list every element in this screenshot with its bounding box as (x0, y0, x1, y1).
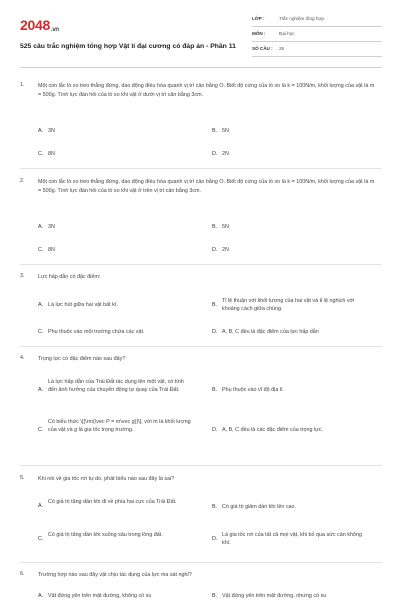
option-letter: C. (38, 247, 44, 253)
question-divider (20, 346, 382, 347)
option-letter: B. (212, 128, 218, 134)
question-divider (20, 562, 382, 563)
question-number: 1. (20, 82, 25, 88)
option-letter: B. (212, 387, 218, 393)
option-letter: D. (212, 329, 218, 335)
question-text: Một con lắc lò xo treo thẳng đứng, dao động điều hòa quanh vị trí cân bằng O. Biết độ cứng của lò xo là k = 100N/m, khối lượng của vật là m = 500g. Tính lực đàn hồi của lò xo khi vật ở trên vị trí cân bằng 3cm. (38, 179, 375, 194)
question-text: Trọng lực có đặc điểm nào sau đây? (38, 356, 126, 362)
question-text: Khi nói về gia tốc rơi tự do, phát biểu nào sau đây là sai? (38, 476, 175, 482)
option-letter: D. (212, 427, 218, 433)
meta-label-socau: SỐ CÂU : (252, 46, 273, 51)
option-text: 5N (222, 128, 229, 134)
document-title: 525 câu trắc nghiệm tổng hợp Vật lí đại cương có đáp án - Phần 11 (20, 43, 236, 50)
option-text: A, B, C đều là đặc điểm của lực hấp dẫn (222, 329, 319, 335)
option-text: 3N (48, 128, 55, 134)
meta-value-mon: Đại học (279, 31, 295, 36)
option-text: 5N (222, 224, 229, 230)
option-text: Là gia tốc rơi của tất cả mọi vật, khi bỏ qua sức cản không khí. (222, 532, 362, 547)
option-letter: B. (212, 302, 218, 308)
meta-row-socau (252, 42, 382, 57)
meta-value-socau: 25 (279, 46, 285, 51)
question-number: 5. (20, 475, 25, 481)
meta-value-lop: Trắc nghiệm tổng hợp (279, 16, 324, 21)
question-divider (20, 168, 382, 169)
option-text: 2N (222, 247, 229, 253)
option-letter: D. (212, 247, 218, 253)
meta-info (252, 12, 382, 57)
option-letter: B. (212, 224, 218, 230)
header-divider (20, 67, 382, 68)
option-text: Có giá trị tăng dần khi xuống sâu trong lòng đất. (48, 532, 163, 538)
option-letter: A. (38, 224, 44, 230)
logo-main: 2048 (20, 17, 50, 33)
option-letter: A. (38, 387, 44, 393)
option-letter: D. (212, 151, 218, 157)
option-text: Vật đứng yên trên mặt đường, không có xu (48, 593, 152, 599)
option-letter: C. (38, 427, 44, 433)
option-text: Vật đứng yên trên mặt đường, nhưng có xu (222, 593, 327, 599)
question-divider (20, 465, 382, 466)
question-number: 4. (20, 355, 25, 361)
option-text: 3N (48, 224, 55, 230)
page-header (20, 12, 382, 60)
option-letter: A. (38, 128, 44, 134)
option-text: Là lực hấp dẫn của Trái Đất tác dụng lên một vật, có tính đến ảnh hưởng của chuyển động tự quay của Trái Đất. (48, 379, 184, 394)
option-text: Có biểu thức \[{\rm{\vec P = m\vec g}}\], với m là khối lượng của vật và g là gia tốc trọng trường. (48, 419, 191, 434)
option-text: Phụ thuộc vào môi trường chứa các vật. (48, 329, 145, 335)
option-text: 8N (48, 247, 55, 253)
option-text: Có giá trị giảm dần khi lên cao. (222, 504, 297, 510)
option-letter: B. (212, 593, 218, 599)
question-number: 2. (20, 178, 25, 184)
option-text: Là lực hút giữa hai vật bất kì. (48, 302, 118, 308)
option-letter: D. (212, 536, 218, 542)
option-text: Phụ thuộc vào vĩ độ địa lí. (222, 387, 285, 393)
option-text: 2N (222, 151, 229, 157)
option-text: A, B, C đều là các đặc điểm của trọng lực. (222, 427, 323, 433)
meta-label-lop: LỚP : (252, 16, 265, 21)
option-text: Tỉ lệ thuận với khối lượng của hai vật và tỉ lệ nghịch với khoảng cách giữa chúng. (222, 298, 355, 313)
option-letter: A. (38, 503, 44, 509)
option-text: Có giá trị tăng dần khi đi về phía hai cực của Trái Đất. (48, 499, 177, 505)
question-number: 3. (20, 273, 25, 279)
meta-row-lop (252, 12, 382, 27)
option-letter: C. (38, 151, 44, 157)
logo-suffix: .vn (50, 27, 59, 33)
option-letter: C. (38, 536, 44, 542)
question-text: Một con lắc lò xo treo thẳng đứng, dao động điều hòa quanh vị trí cân bằng O. Biết độ cứng của lò xo là k = 100N/m, khối lượng của vật là m = 500g. Tính lực đàn hồi của lò xo khi vật ở dưới vị trí cân bằng 3cm. (38, 83, 375, 98)
option-text: 8N (48, 151, 55, 157)
meta-row-mon (252, 27, 382, 42)
option-letter: A. (38, 302, 44, 308)
question-text: Lực hấp dẫn có đặc điểm: (38, 274, 101, 280)
question-number: 6. (20, 571, 25, 577)
option-letter: B. (212, 504, 218, 510)
option-letter: C. (38, 329, 44, 335)
question-divider (20, 264, 382, 265)
meta-label-mon: MÔN : (252, 31, 266, 36)
question-text: Trường hợp nào sau đây vật chịu tác dụng của lực ma sát nghỉ? (38, 572, 192, 578)
option-letter: A. (38, 593, 44, 599)
site-logo[interactable] (20, 17, 59, 33)
